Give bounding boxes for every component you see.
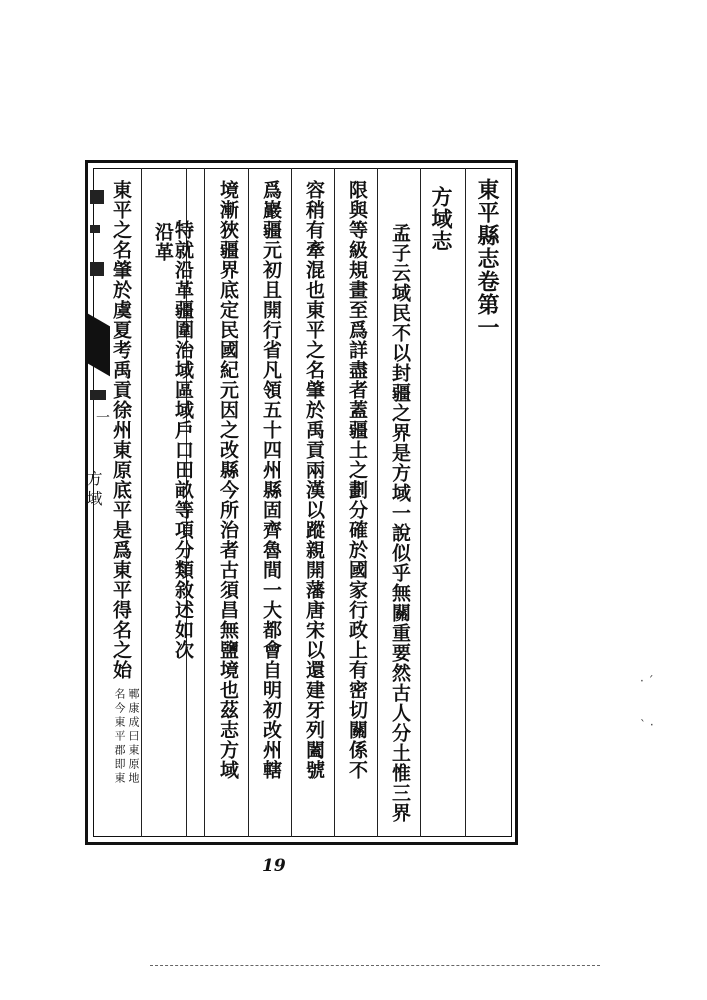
paragraph-line: 限與等級規畫至爲詳盡者蓋疆土之劃分確於國家行政上有密切關係不 bbox=[346, 180, 368, 780]
scan-edge-line bbox=[150, 965, 600, 967]
paragraph-line: 爲巖疆元初且開行省凡領五十四州縣固齊魯間一大都會自明初改州轄 bbox=[260, 180, 282, 780]
column-rule bbox=[465, 168, 466, 837]
annotation-line: 名今東平郡即東 bbox=[113, 688, 126, 786]
paragraph-line: 容稍有牽混也東平之名肇於禹貢兩漢以蹤親開藩唐宋以還建牙列闔號 bbox=[303, 180, 325, 780]
book-title: 東平縣志卷第一 bbox=[474, 178, 500, 339]
margin-section-label: 方域 bbox=[84, 470, 103, 510]
annotation-line: 鄆康成曰東原地 bbox=[127, 688, 140, 786]
page-number: 19 bbox=[262, 856, 286, 876]
paragraph-line: 境漸狹疆界底定民國紀元因之改縣今所治者古須昌無鹽境也茲志方域 bbox=[217, 180, 239, 780]
column-rule bbox=[141, 168, 142, 837]
margin-mark bbox=[90, 190, 104, 204]
column-rule bbox=[248, 168, 249, 837]
column-rule bbox=[334, 168, 335, 837]
margin-mark bbox=[90, 390, 106, 400]
subsection-heading: 沿革 bbox=[152, 222, 174, 262]
margin-mark bbox=[90, 225, 100, 233]
paragraph-line: 孟子云域民不以封疆之界是方域一說似乎無關重要然古人分土惟三界 bbox=[389, 223, 411, 823]
margin-number: 一 bbox=[94, 410, 110, 428]
entry-text: 東平之名肇於虞夏考禹貢徐州東原底平是爲東平得名之始 bbox=[110, 180, 132, 680]
paragraph-line: 特就沿革疆圍治域區域戶口田畝等項分類敘述如次 bbox=[172, 220, 194, 660]
column-rule bbox=[420, 168, 421, 837]
section-heading: 方域志 bbox=[429, 186, 454, 252]
margin-mark bbox=[90, 262, 104, 276]
column-rule bbox=[377, 168, 378, 837]
column-rule bbox=[204, 168, 205, 837]
column-rule bbox=[291, 168, 292, 837]
scan-noise: ‧ ˊ ˋ ‧ bbox=[640, 674, 654, 732]
